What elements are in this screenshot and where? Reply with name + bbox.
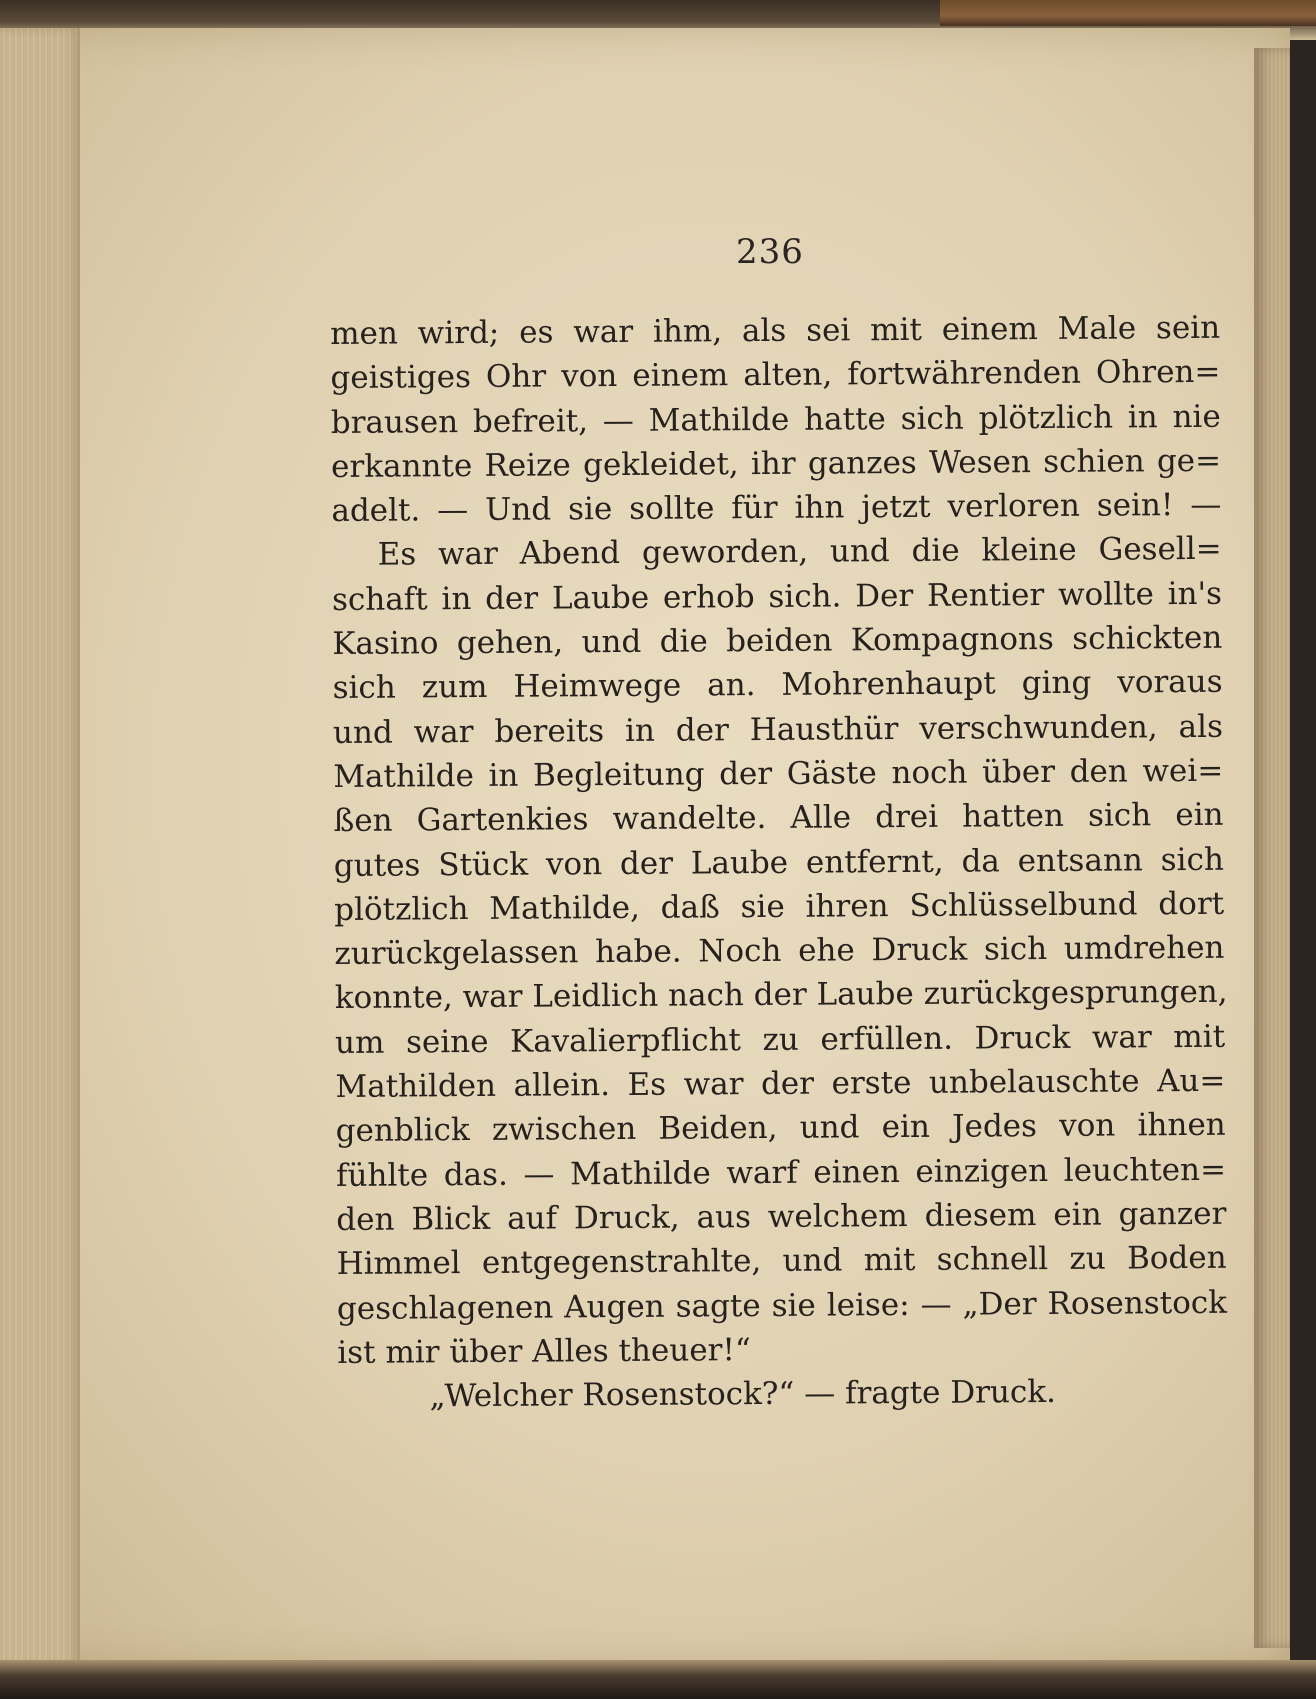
text-line: Mathilde in Begleitung der Gäste noch über den wei= <box>333 752 1224 795</box>
text-line: den Blick auf Druck, aus welchem diesem ein ganzer <box>336 1195 1227 1238</box>
text-line: schaft in der Laube erhob sich. Der Rentier wollte in's <box>331 575 1223 618</box>
page-stack-left <box>0 28 80 1668</box>
page-number: 236 <box>736 232 804 272</box>
text-line: und war bereits in der Hausthür verschwunden, als <box>332 708 1224 751</box>
text-line: Kasino gehen, und die beiden Kompagnons schickten <box>332 619 1223 663</box>
text-line: konnte, war Leidlich nach der Laube zurückgesprungen, <box>334 974 1228 1017</box>
body-text <box>330 306 1228 1420</box>
text-line: plötzlich Mathilde, daß sie ihren Schlüsselbund dort <box>334 885 1225 928</box>
text-line: Mathilden allein. Es war der erste unbelauschte Au= <box>335 1062 1226 1106</box>
text-line: sich zum Heimwege an. Mohrenhaupt ging voraus <box>332 664 1223 707</box>
book-bottom-edge <box>0 1660 1316 1699</box>
binding-strip <box>940 0 1316 26</box>
text-line: Himmel entgegenstrahlte, und mit schnell zu Boden <box>336 1239 1227 1283</box>
text-line: um seine Kavalierpflicht zu erfüllen. Druck war mit <box>334 1018 1226 1061</box>
text-line: geschlagenen Augen sagte sie leise: — „Der Rosenstock <box>336 1284 1228 1327</box>
text-line: zurückgelassen habe. Noch ehe Druck sich umdrehen <box>334 929 1225 973</box>
text-line: erkannte Reize gekleidet, ihr ganzes Wesen schien ge= <box>330 442 1222 485</box>
text-line: ßen Gartenkies wandelte. Alle drei hatten sich ein <box>333 797 1224 840</box>
text-line: genblick zwischen Beiden, und ein Jedes von ihnen <box>335 1107 1226 1150</box>
page-stack-right <box>1254 48 1290 1648</box>
text-line: geistiges Ohr von einem alten, fortwährenden Ohren= <box>330 354 1221 397</box>
text-line: „Welcher Rosenstock?“ — fragte Druck. <box>429 1374 1057 1415</box>
text-line: Es war Abend geworden, und die kleine Gesell= <box>377 531 1222 574</box>
text-line: gutes Stück von der Laube entfernt, da entsann sich <box>333 841 1224 884</box>
text-line: adelt. — Und sie sollte für ihn jetzt verloren sein! — <box>331 486 1222 530</box>
text-line: brausen befreit, — Mathilde hatte sich plötzlich in nie <box>330 398 1221 441</box>
text-line: ist mir über Alles theuer!“ <box>337 1331 751 1371</box>
text-line: men wird; es war ihm, als sei mit einem Male sein <box>330 309 1221 352</box>
text-line: fühlte das. — Mathilde warf einen einzigen leuchten= <box>335 1151 1227 1194</box>
